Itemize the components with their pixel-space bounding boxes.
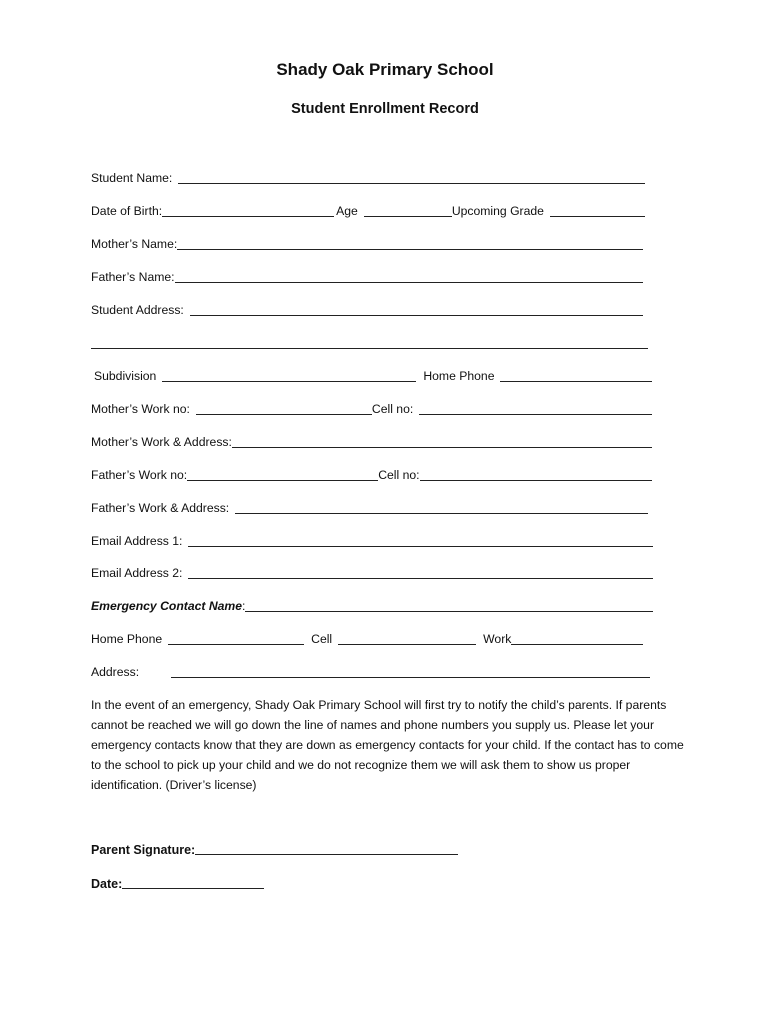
student-address-field[interactable]	[190, 303, 643, 316]
fathers-work-no-field[interactable]	[187, 468, 378, 481]
emergency-contact-row	[91, 598, 653, 614]
ec-home-phone-field[interactable]	[168, 632, 304, 645]
student-address-line2-field[interactable]	[91, 336, 648, 349]
fathers-work-no-label: Father’s Work no:	[91, 468, 188, 482]
email2-field[interactable]	[188, 566, 653, 579]
student-address-row	[91, 302, 643, 318]
emergency-contact-label: Emergency Contact Name	[91, 599, 243, 613]
subdivision-field[interactable]	[162, 369, 416, 382]
student-address-line2-row	[91, 336, 648, 351]
home-phone-label: Home Phone	[423, 369, 495, 383]
parent-signature-row	[91, 842, 458, 857]
fathers-work-no-row	[91, 467, 652, 483]
upcoming-grade-label: Upcoming Grade	[451, 204, 544, 218]
subdivision-label: Subdivision	[94, 369, 157, 383]
fathers-name-row	[91, 269, 643, 285]
emergency-address-row	[91, 664, 650, 680]
dob-label: Date of Birth:	[91, 204, 163, 218]
upcoming-grade-field[interactable]	[550, 204, 645, 217]
date-row	[91, 876, 264, 891]
fathers-name-label: Father’s Name:	[91, 270, 175, 284]
email2-row	[91, 565, 653, 581]
age-field[interactable]	[364, 204, 452, 217]
age-label: Age	[336, 204, 358, 218]
mothers-work-address-row	[91, 434, 652, 450]
mothers-name-label: Mother’s Name:	[91, 237, 178, 251]
ec-work-label: Work	[483, 632, 512, 646]
emergency-notice: In the event of an emergency, Shady Oak Primary School will first try to notify the child’s parents. If parents cannot be reached we will go down the line of names and phone numbers you supply us. Please let your emergency contacts know that they are down as emergency contacts for your child. If the contact has to come to the school to pick up your child and we do not recognize them we will ask them to show us proper identification. (Driver’s license)	[91, 698, 684, 792]
fathers-work-address-row	[91, 500, 648, 516]
parent-signature-label: Parent Signature:	[91, 843, 196, 857]
mothers-work-address-label: Mother’s Work & Address:	[91, 435, 232, 449]
date-field[interactable]	[122, 876, 264, 889]
ec-cell-label: Cell	[311, 632, 333, 646]
fathers-name-field[interactable]	[175, 270, 643, 283]
fathers-work-address-field[interactable]	[235, 501, 648, 514]
date-label: Date:	[91, 877, 123, 891]
student-name-row	[91, 170, 645, 186]
ec-address-field[interactable]	[171, 665, 650, 678]
email2-label: Email Address 2:	[91, 566, 183, 580]
mothers-name-row	[91, 236, 643, 252]
email1-field[interactable]	[188, 534, 653, 547]
emergency-phones-row	[91, 631, 643, 647]
student-address-label: Student Address:	[91, 303, 184, 317]
ec-cell-field[interactable]	[338, 632, 476, 645]
parent-signature-field[interactable]	[195, 842, 458, 855]
email1-label: Email Address 1:	[91, 534, 183, 548]
ec-work-field[interactable]	[511, 632, 643, 645]
student-name-field[interactable]	[178, 171, 645, 184]
subdivision-row	[94, 368, 652, 384]
ec-home-phone-label: Home Phone	[91, 632, 163, 646]
school-name: Shady Oak Primary School	[276, 60, 494, 79]
student-name-label: Student Name:	[91, 171, 173, 185]
emergency-contact-colon: :	[242, 599, 246, 613]
dob-row	[91, 203, 645, 219]
fathers-cell-label: Cell no:	[378, 468, 420, 482]
emergency-contact-field[interactable]	[245, 599, 653, 612]
mothers-work-no-field[interactable]	[196, 402, 372, 415]
mothers-work-no-row	[91, 401, 652, 417]
ec-address-label: Address:	[91, 665, 140, 679]
fathers-work-address-label: Father’s Work & Address:	[91, 501, 230, 515]
mothers-cell-field[interactable]	[419, 402, 652, 415]
fathers-cell-field[interactable]	[420, 468, 652, 481]
home-phone-field[interactable]	[500, 369, 652, 382]
mothers-work-no-label: Mother’s Work no:	[91, 402, 190, 416]
mothers-work-address-field[interactable]	[232, 435, 652, 448]
mothers-name-field[interactable]	[177, 237, 643, 250]
email1-row	[91, 533, 653, 549]
dob-field[interactable]	[162, 204, 334, 217]
form-title: Student Enrollment Record	[291, 101, 479, 117]
mothers-cell-label: Cell no:	[371, 402, 414, 416]
